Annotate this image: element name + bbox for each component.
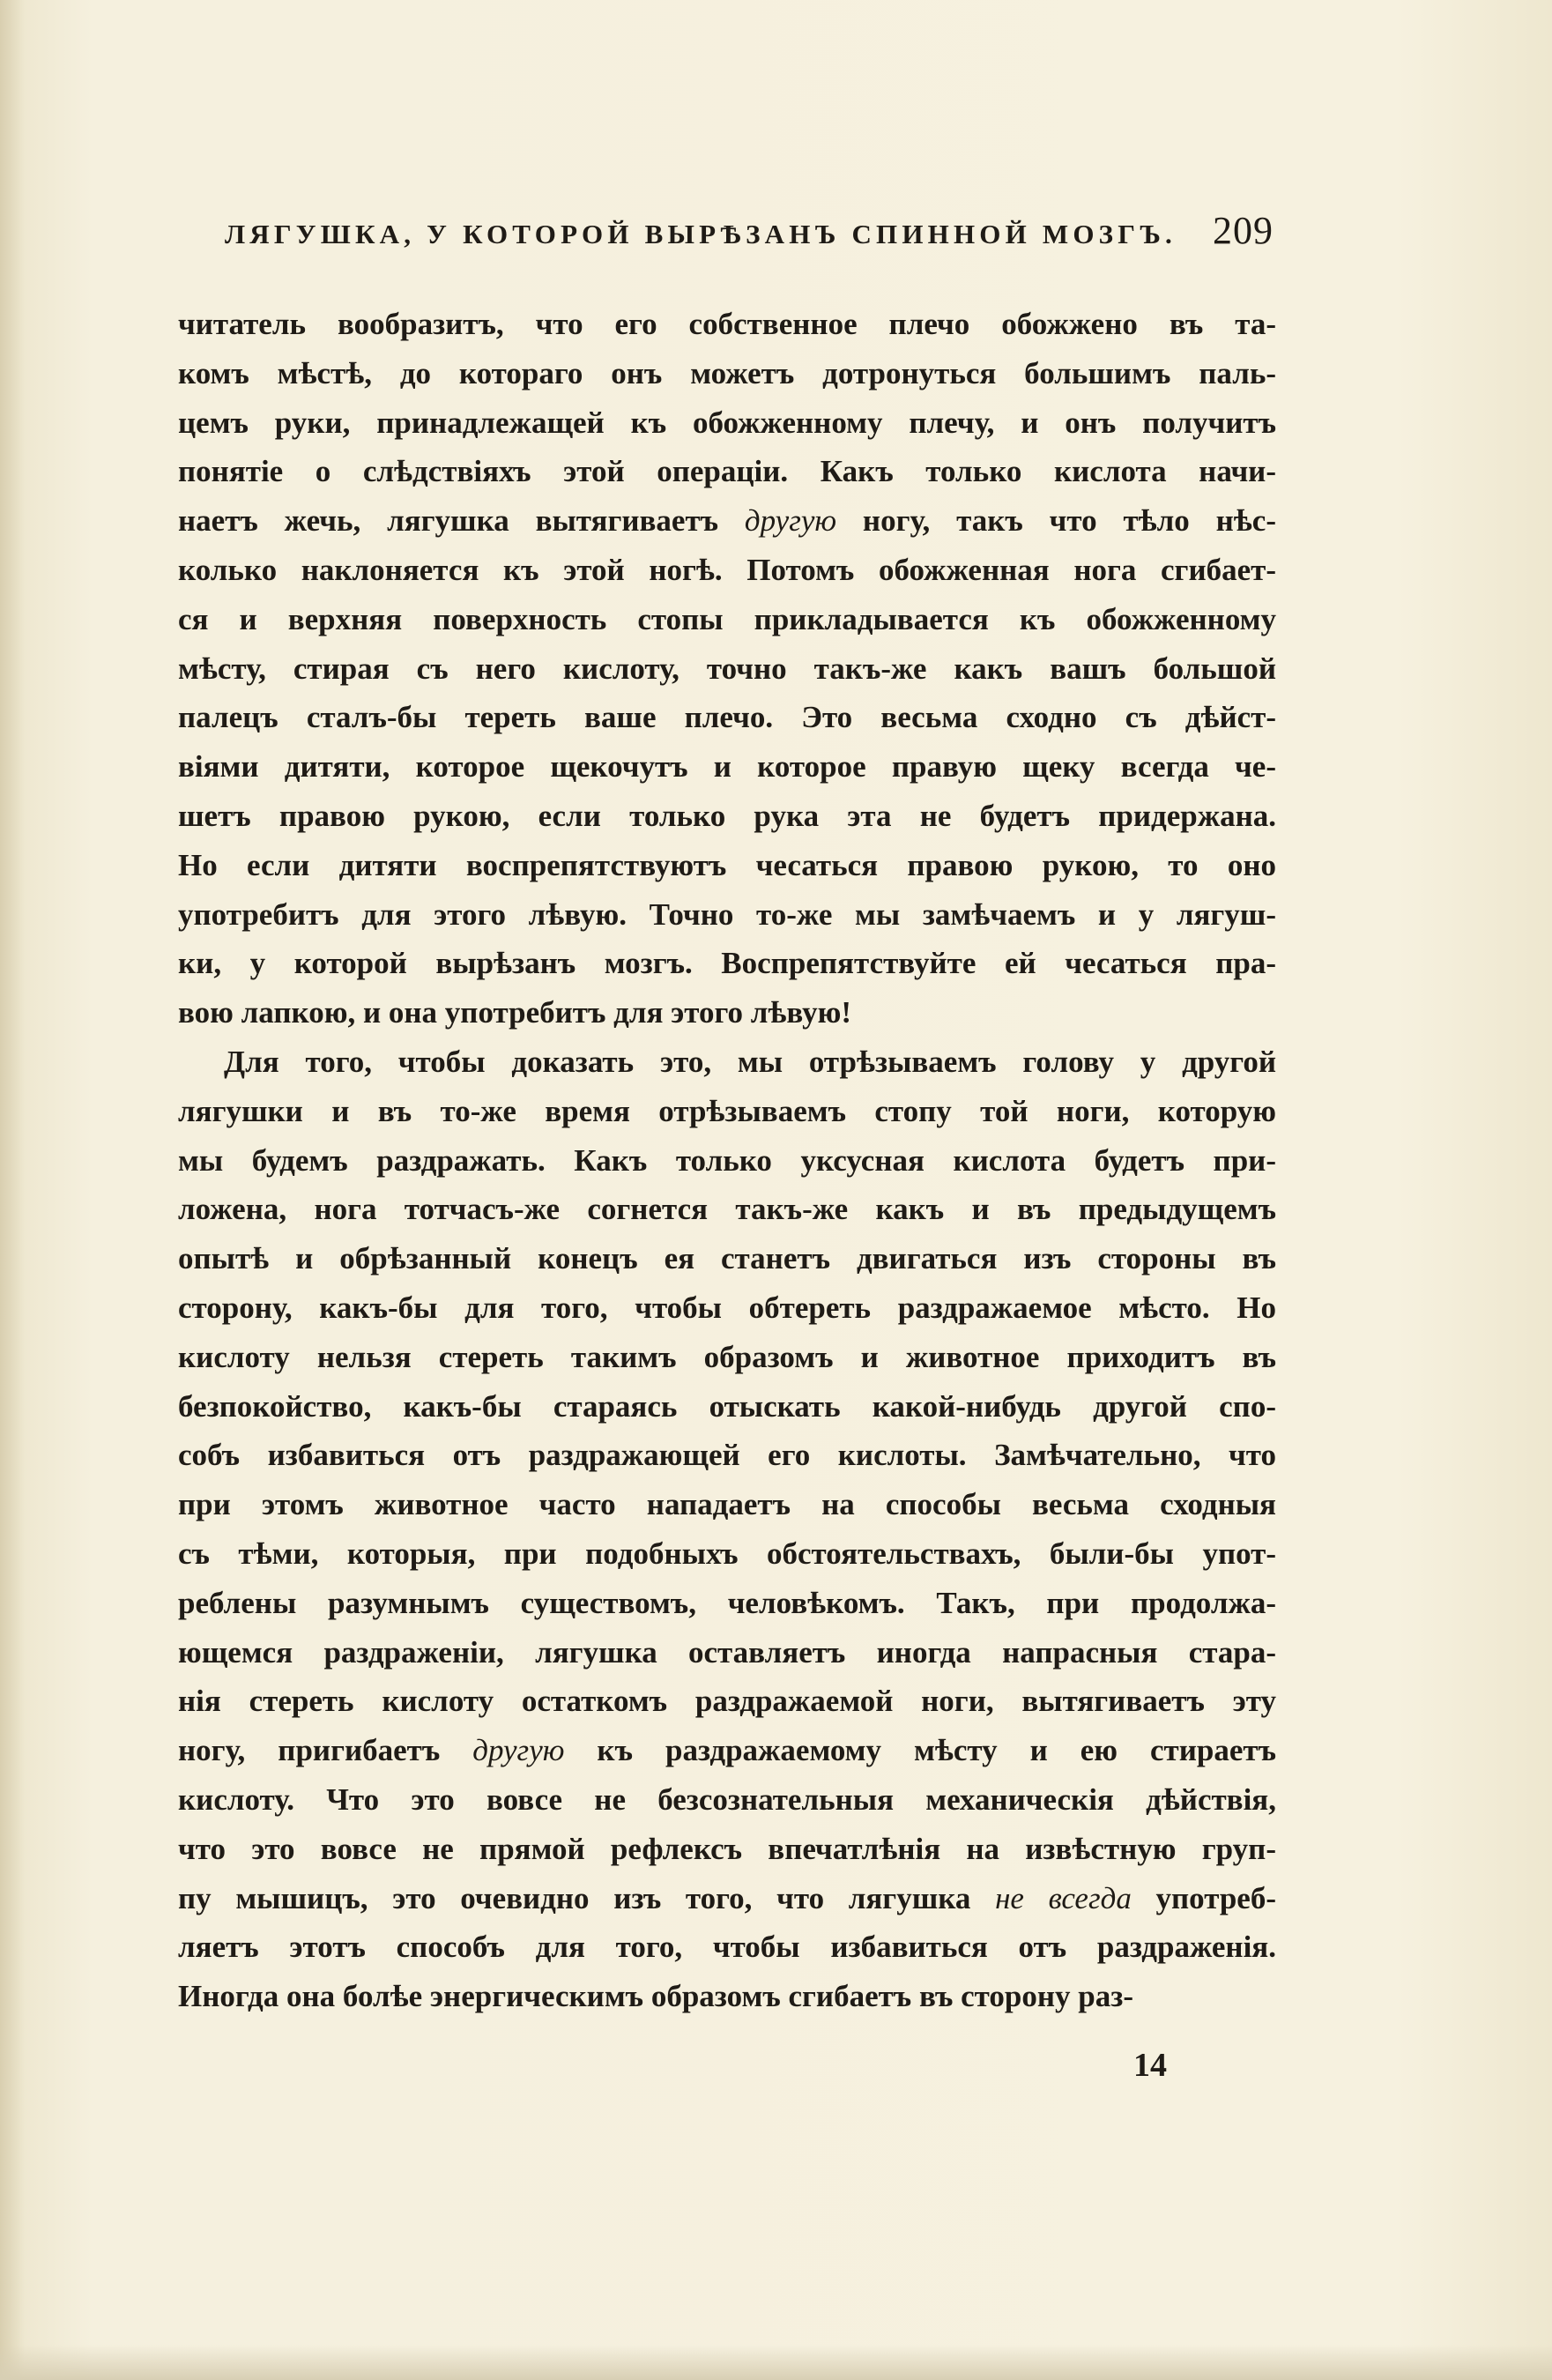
page-number: 209 [1213, 209, 1274, 252]
paragraph [178, 1038, 1276, 2021]
text-line: употребитъ для этого лѣвую. Точно то-же мы замѣчаемъ и у лягуш- [178, 896, 1276, 932]
body-text [178, 300, 1276, 2021]
text-line: съ тѣми, которыя, при подобныхъ обстоятельствахъ, были-бы упот- [178, 1536, 1276, 1571]
text-line: ющемся раздраженіи, лягушка оставляетъ иногда напрасныя стара- [178, 1634, 1276, 1670]
text-line: цемъ руки, принадлежащей къ обожженному плечу, и онъ получитъ [178, 405, 1276, 440]
text-line: кислоту. Что это вовсе не безсознательныя механическія дѣйствія, [178, 1781, 1276, 1817]
page-gutter-shadow [0, 0, 25, 2380]
text-line: что это вовсе не прямой рефлексъ впечатлѣнія на извѣстную груп- [178, 1831, 1276, 1866]
text-line: ложена, нога тотчасъ-же согнется такъ-же какъ и въ предыдущемъ [178, 1192, 1276, 1227]
text-line: ся и верхняя поверхность стопы прикладывается къ обожженному [178, 601, 1276, 636]
text-line: Но если дитяти воспрепятствуютъ чесаться правою рукою, то оно [178, 847, 1276, 882]
text-line: мѣсту, стирая съ него кислоту, точно такъ-же какъ вашъ большой [178, 651, 1276, 686]
text-line: Для того, чтобы доказать это, мы отрѣзываемъ голову у другой [224, 1044, 1276, 1079]
text-segment: наетъ жечь, лягушка вытягиваетъ [178, 503, 745, 539]
text-line: реблены разумнымъ существомъ, человѣкомъ. Такъ, при продолжа- [178, 1585, 1276, 1620]
text-line [178, 1874, 1276, 1923]
text-segment: ногу, такъ что тѣло нѣс- [836, 503, 1276, 539]
signature-mark: 14 [1133, 2047, 1167, 2084]
text-segment: пу мышицъ, это очевидно изъ того, что лягушка [178, 1880, 996, 1915]
text-line: вою лапкою, и она употребитъ для этого лѣвую! [178, 995, 852, 1030]
text-segment: ногу, пригибаетъ [178, 1733, 473, 1768]
text-line: колько наклоняется къ этой ногѣ. Потомъ обожженная нога сгибает- [178, 552, 1276, 587]
text-line: ляетъ этотъ способъ для того, чтобы избавиться отъ раздраженія. [178, 1930, 1276, 1965]
running-head [225, 208, 1274, 261]
emphasized-word: другую [472, 1733, 565, 1768]
text-line: ки, у которой вырѣзанъ мозгъ. Воспрепятствуйте ей чесаться пра- [178, 946, 1276, 981]
emphasized-word: другую [744, 503, 837, 539]
text-line: комъ мѣстѣ, до котораго онъ можетъ дотронуться большимъ паль- [178, 355, 1276, 390]
text-line: понятіе о слѣдствіяхъ этой операціи. Какъ только кислота начи- [178, 454, 1276, 489]
text-segment: употреб- [1131, 1880, 1276, 1915]
text-line: шетъ правою рукою, если только рука эта не будетъ придержана. [178, 798, 1276, 833]
running-title: ЛЯГУШКА, У КОТОРОЙ ВЫРѢЗАНЪ СПИННОЙ МОЗГЪ. [225, 219, 1177, 249]
text-line: віями дитяти, которое щекочутъ и которое правую щеку всегда че- [178, 749, 1276, 785]
text-segment: къ раздражаемому мѣсту и ею стираетъ [564, 1733, 1277, 1768]
text-line: опытѣ и обрѣзанный конецъ ея станетъ двигаться изъ стороны въ [178, 1241, 1276, 1276]
text-line: собъ избавиться отъ раздражающей его кислоты. Замѣчательно, что [178, 1438, 1276, 1473]
text-line: лягушки и въ то-же время отрѣзываемъ стопу той ноги, которую [178, 1093, 1276, 1128]
text-line: безпокойство, какъ-бы стараясь отыскать какой-нибудь другой спо- [178, 1388, 1276, 1424]
text-line: палецъ сталъ-бы тереть ваше плечо. Это весьма сходно съ дѣйст- [178, 700, 1276, 735]
text-line: мы будемъ раздражать. Какъ только уксусная кислота будетъ при- [178, 1142, 1276, 1178]
text-line: при этомъ животное часто нападаетъ на способы весьма сходныя [178, 1487, 1276, 1522]
text-line: сторону, какъ-бы для того, чтобы обтереть раздражаемое мѣсто. Но [178, 1290, 1276, 1325]
text-line: Иногда она болѣе энергическимъ образомъ сгибаетъ въ сторону раз- [178, 1979, 1133, 2014]
text-line: кислоту нельзя стереть такимъ образомъ и животное приходитъ въ [178, 1339, 1276, 1374]
text-line: нія стереть кислоту остаткомъ раздражаемой ноги, вытягиваетъ эту [178, 1684, 1276, 1719]
emphasized-word: не всегда [995, 1880, 1132, 1915]
text-line: читатель вообразитъ, что его собственное плечо обожжено въ та- [178, 307, 1276, 341]
page-bottom-edge [0, 2345, 1552, 2380]
text-line [178, 496, 1276, 546]
text-line [178, 1726, 1276, 1775]
paragraph [178, 300, 1276, 1038]
